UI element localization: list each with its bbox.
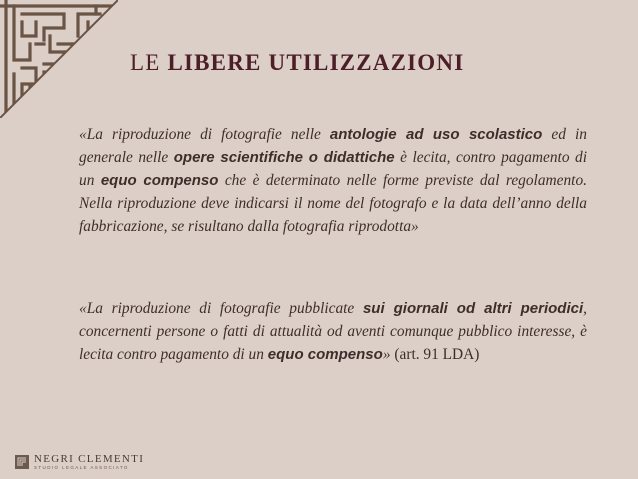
firm-logo [15, 452, 144, 472]
p1-bold-3: equo compenso [100, 172, 219, 189]
p2-bold-2: equo compenso [267, 346, 383, 363]
p1-text-1: «La riproduzione di fotografie nelle [79, 126, 330, 143]
p1-text-2: ed in generale nelle [79, 126, 587, 166]
p2-text-3: » [382, 346, 391, 363]
title-main: LIBERE UTILIZZAZIONI [167, 50, 465, 75]
p1-text-3: è lecita, contro pagamento di un [79, 149, 587, 189]
p2-text-2: , concernenti persone o fatti di attualità od aventi comunque pubblico interesse, è lecita contro pagamento di un [79, 300, 587, 363]
quote-paragraph-2 [79, 297, 587, 366]
firm-logo-icon [15, 455, 29, 469]
quote-paragraph-1 [79, 123, 587, 238]
maze-ornament-icon [0, 0, 118, 118]
title-prefix: LE [130, 50, 168, 75]
p1-bold-2: opere scientifiche o didattiche [173, 149, 395, 166]
slide-title [130, 50, 464, 76]
law-reference: (art. 91 LDA) [390, 346, 480, 363]
firm-name: NEGRI CLEMENTI [34, 452, 145, 465]
p1-bold-1: antologie ad uso scolastico [329, 126, 543, 143]
p2-bold-1: sui giornali od altri periodici [362, 300, 584, 317]
p2-text-1: «La riproduzione di fotografie pubblicate [79, 300, 363, 317]
p1-text-4: che è determinato nelle forme previste dal regolamento. Nella riproduzione deve indicarsi il nome del fotografo e la data dell’anno della fabbricazione, se risultano dalla fotografia riprodotta» [79, 172, 587, 235]
firm-subtitle: STUDIO LEGALE ASSOCIATO [34, 464, 129, 470]
